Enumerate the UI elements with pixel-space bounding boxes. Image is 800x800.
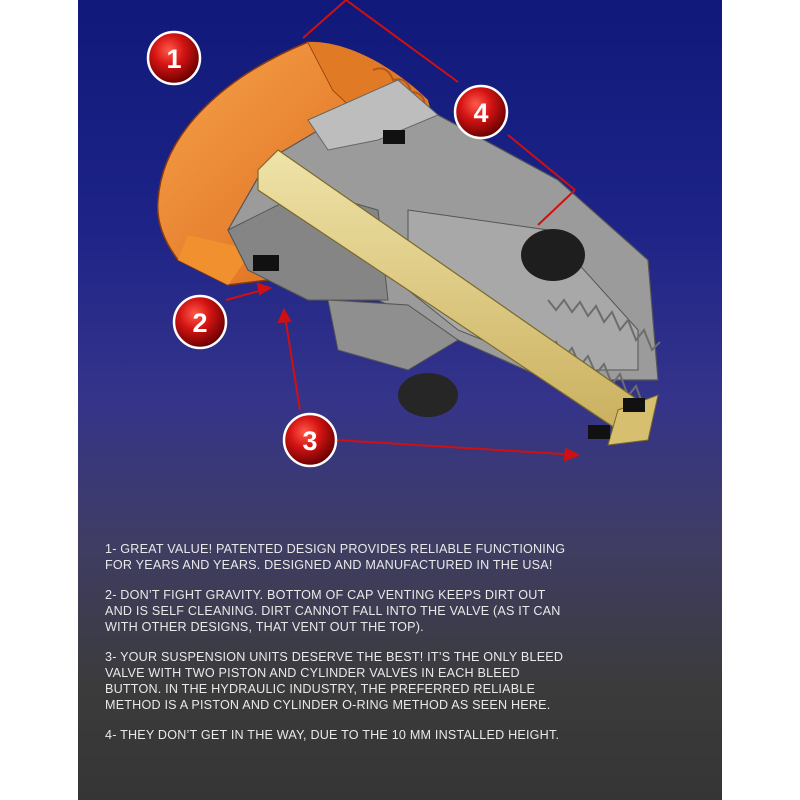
product-panel bbox=[78, 0, 722, 800]
callout-1 bbox=[148, 32, 200, 84]
svg-text:3: 3 bbox=[302, 426, 318, 456]
bleed-valve-cutaway-illustration bbox=[78, 0, 722, 520]
callout-3 bbox=[284, 414, 336, 466]
description-3: 3- YOUR SUSPENSION UNITS DESERVE THE BEST! IT’S THE ONLY BLEED VALVE WITH TWO PISTON AND CYLINDER VALVES IN EACH BLEED BUTTON. IN THE HYDRAULIC INDUSTRY, THE PREFERRED RELIABLE METHOD IS A PISTON AND CYLINDER O-RING METHOD AS SEEN HERE. bbox=[105, 650, 564, 712]
callout-4 bbox=[455, 86, 507, 138]
feature-descriptions bbox=[105, 541, 710, 757]
svg-text:2: 2 bbox=[192, 308, 208, 338]
description-2: 2- DON’T FIGHT GRAVITY. BOTTOM OF CAP VENTING KEEPS DIRT OUT AND IS SELF CLEANING. DIRT CANNOT FALL INTO THE VALVE (AS IT CAN WITH OTHER DESIGNS, THAT VENT OUT THE TOP). bbox=[105, 588, 561, 634]
svg-text:4: 4 bbox=[473, 98, 489, 128]
description-1: 1- GREAT VALUE! PATENTED DESIGN PROVIDES RELIABLE FUNCTIONING FOR YEARS AND YEARS. DESIGNED AND MANUFACTURED IN THE USA! bbox=[105, 542, 566, 572]
description-4: 4- THEY DON’T GET IN THE WAY, DUE TO THE 10 MM INSTALLED HEIGHT. bbox=[105, 728, 560, 742]
svg-text:1: 1 bbox=[166, 44, 182, 74]
callout-2 bbox=[174, 296, 226, 348]
